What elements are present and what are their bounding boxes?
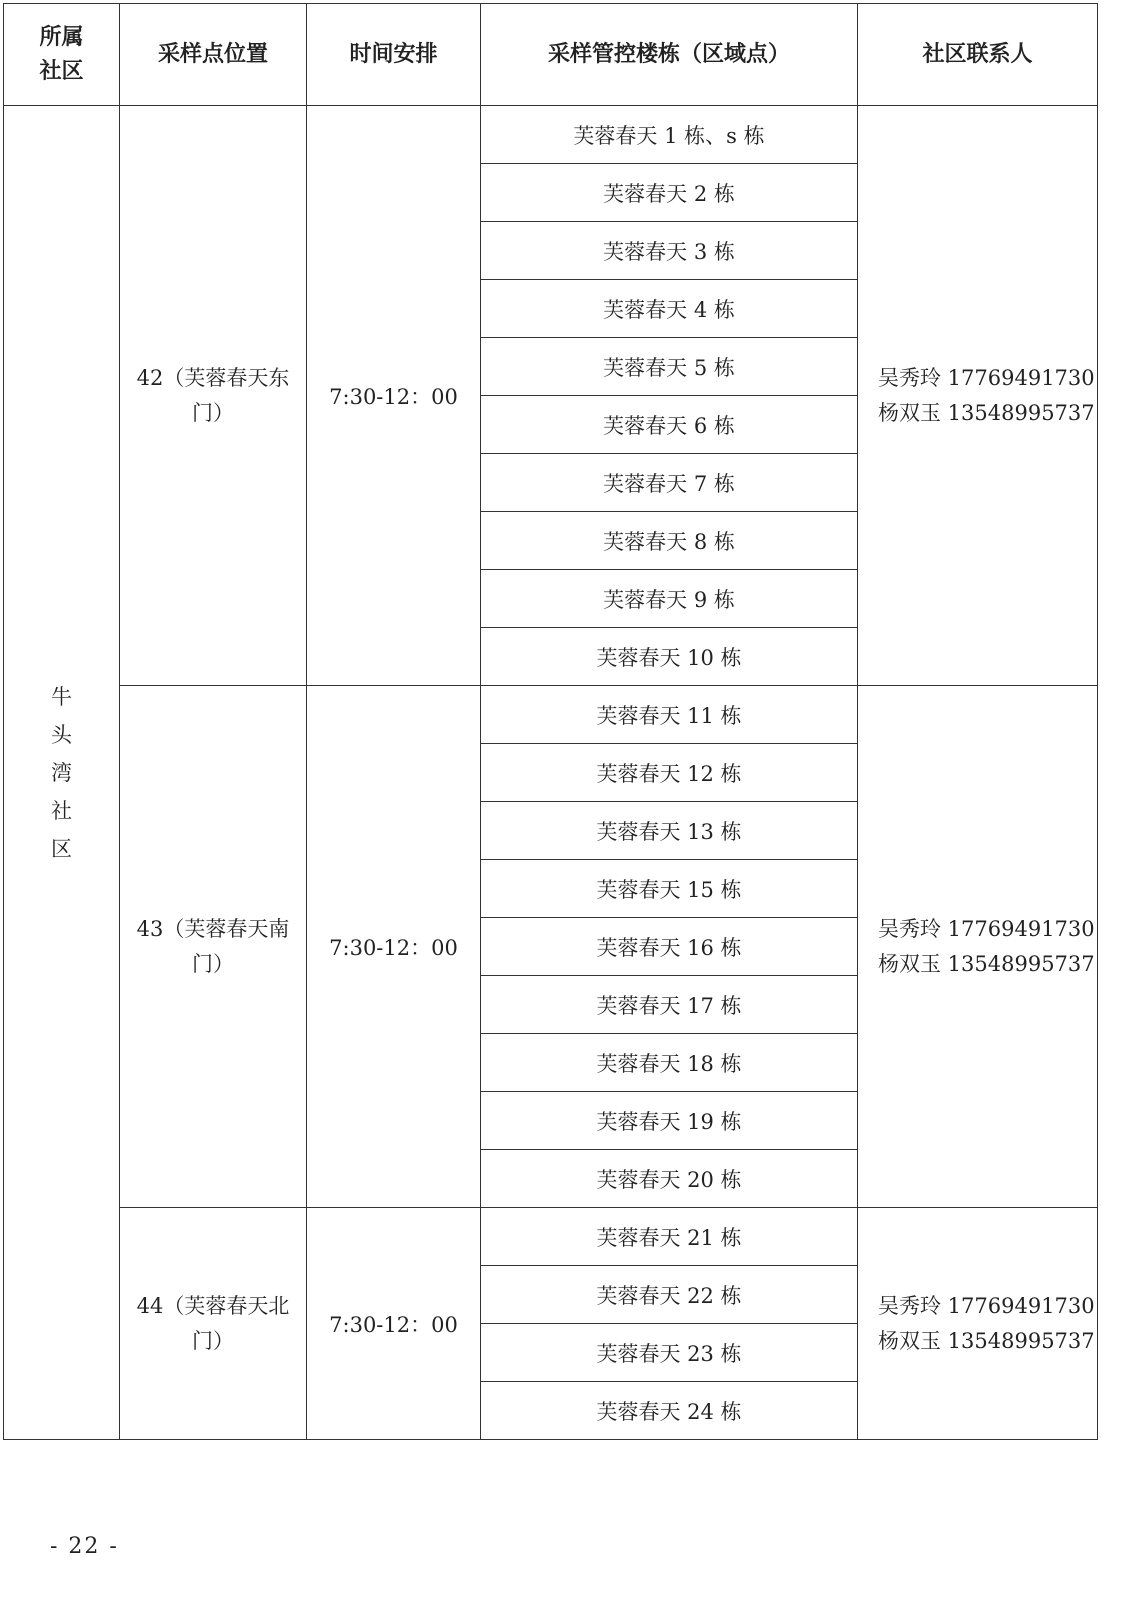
building-cell: 芙蓉春天 1 栋、s 栋 [481, 106, 858, 164]
table-body [4, 106, 1098, 1440]
building-cell: 芙蓉春天 16 栋 [481, 918, 858, 976]
building-cell: 芙蓉春天 9 栋 [481, 570, 858, 628]
time-cell: 7:30-12：00 [307, 106, 481, 686]
header-row [4, 4, 1098, 106]
header-community: 所属社区 [4, 4, 120, 106]
building-cell: 芙蓉春天 4 栋 [481, 280, 858, 338]
community-cell [4, 106, 120, 1440]
header-buildings: 采样管控楼栋（区域点） [481, 4, 858, 106]
contact-cell [858, 686, 1098, 1208]
contact-line: 吴秀玲 17769491730 [878, 365, 1095, 390]
building-cell: 芙蓉春天 22 栋 [481, 1266, 858, 1324]
building-cell: 芙蓉春天 15 栋 [481, 860, 858, 918]
page-number: - 22 - [50, 1534, 119, 1559]
header-time: 时间安排 [307, 4, 481, 106]
building-cell: 芙蓉春天 17 栋 [481, 976, 858, 1034]
building-cell: 芙蓉春天 11 栋 [481, 686, 858, 744]
community-name: 牛头湾社区 [51, 684, 72, 861]
building-cell: 芙蓉春天 8 栋 [481, 512, 858, 570]
building-cell: 芙蓉春天 3 栋 [481, 222, 858, 280]
table-row [4, 106, 1098, 164]
building-cell: 芙蓉春天 19 栋 [481, 1092, 858, 1150]
building-cell: 芙蓉春天 12 栋 [481, 744, 858, 802]
building-cell: 芙蓉春天 13 栋 [481, 802, 858, 860]
table-row [4, 1208, 1098, 1266]
contact-line: 吴秀玲 17769491730 [878, 916, 1095, 941]
building-cell: 芙蓉春天 23 栋 [481, 1324, 858, 1382]
header-site: 采样点位置 [120, 4, 307, 106]
contact-cell [858, 106, 1098, 686]
site-cell: 42（芙蓉春天东门） [120, 106, 307, 686]
time-cell: 7:30-12：00 [307, 686, 481, 1208]
contact-line: 杨双玉 13548995737 [878, 400, 1095, 425]
building-cell: 芙蓉春天 21 栋 [481, 1208, 858, 1266]
table-row [4, 686, 1098, 744]
building-cell: 芙蓉春天 7 栋 [481, 454, 858, 512]
sampling-table [3, 3, 1098, 1440]
contact-cell [858, 1208, 1098, 1440]
time-cell: 7:30-12：00 [307, 1208, 481, 1440]
building-cell: 芙蓉春天 18 栋 [481, 1034, 858, 1092]
building-cell: 芙蓉春天 5 栋 [481, 338, 858, 396]
building-cell: 芙蓉春天 10 栋 [481, 628, 858, 686]
site-cell: 44（芙蓉春天北门） [120, 1208, 307, 1440]
building-cell: 芙蓉春天 24 栋 [481, 1382, 858, 1440]
contact-line: 杨双玉 13548995737 [878, 951, 1095, 976]
building-cell: 芙蓉春天 2 栋 [481, 164, 858, 222]
building-cell: 芙蓉春天 20 栋 [481, 1150, 858, 1208]
building-cell: 芙蓉春天 6 栋 [481, 396, 858, 454]
contact-line: 杨双玉 13548995737 [878, 1328, 1095, 1353]
header-contact: 社区联系人 [858, 4, 1098, 106]
contact-line: 吴秀玲 17769491730 [878, 1293, 1095, 1318]
site-cell: 43（芙蓉春天南门） [120, 686, 307, 1208]
